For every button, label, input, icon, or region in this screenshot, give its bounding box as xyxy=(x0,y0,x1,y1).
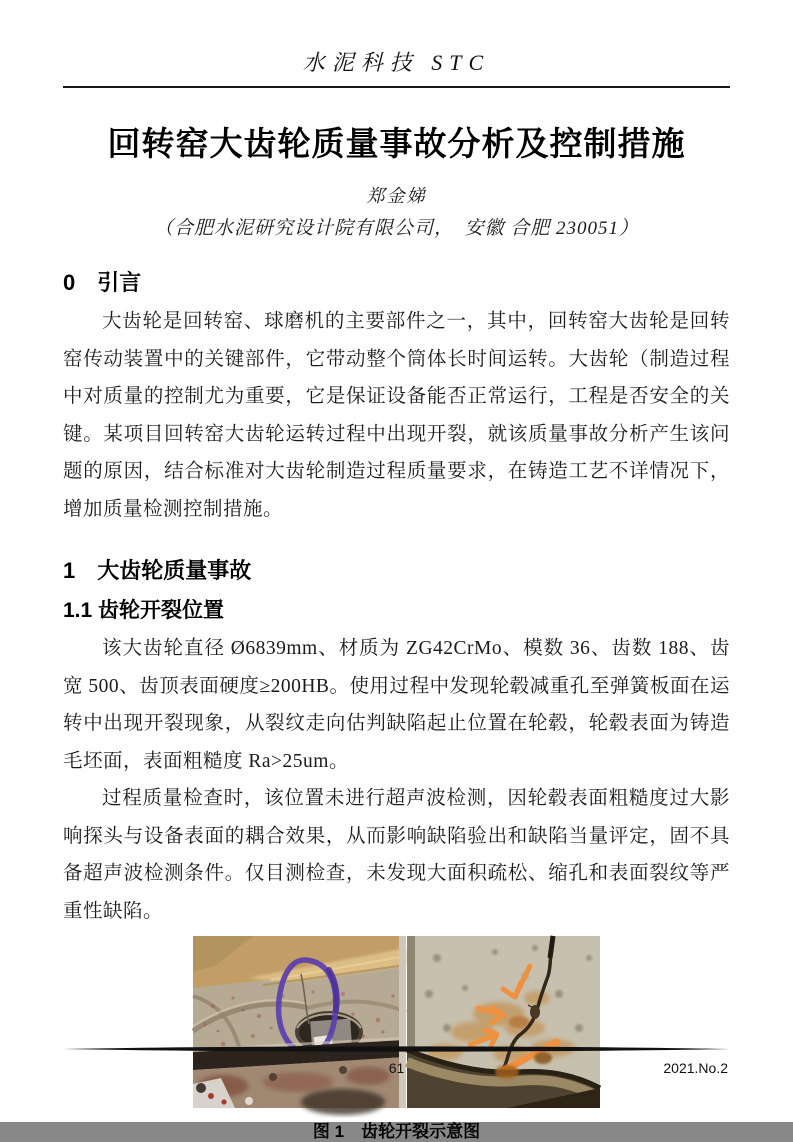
footer-row xyxy=(63,1060,730,1082)
debris-red xyxy=(221,1099,226,1104)
author-affiliation: （合肥水泥研究设计院有限公司， 安徽 合肥 230051） xyxy=(153,218,639,239)
journal-header: 水泥科技 STC xyxy=(302,50,491,75)
intro-paragraph: 大齿轮是回转窑、球磨机的主要部件之一，其中，回转窑大齿轮是回转窑传动装置中的关键部件，它带动整个筒体长时间运转。大齿轮（制造过程中对质量的控制尤为重要，它是保证设备能否正常运行，工程是否安全的关键。某项目回转窑大齿轮运转过程中出现开裂，就该质量事故分析产生该问题的原因，结合标准对大齿轮制造过程质量要求，在铸造工艺不详情况下，增加质量检测控制措施。 xyxy=(63,311,730,520)
debris-red xyxy=(208,1093,214,1099)
dark-patch xyxy=(301,1089,385,1115)
crack-location-paragraph-1: 该大齿轮直径 Ø6839mm、材质为 ZG42CrMo、模数 36、齿数 188、齿宽 500、齿顶表面硬度≥200HB。使用过程中发现轮毂减重孔至弹簧板面在运转中出现开裂现象，从裂纹走向估判缺陷起止位置在轮毂，轮毂表面为铸造毛坯面，表面粗糙度 Ra>25um。 xyxy=(63,638,730,772)
photo-edge-strip xyxy=(399,936,406,1108)
photo-crack-with-arrows xyxy=(407,936,600,1108)
page-title: 回转窑大齿轮质量事故分析及控制措施 xyxy=(107,125,686,162)
issue-label: 2021.No.2 xyxy=(663,1060,728,1076)
header-rule xyxy=(63,86,730,88)
page-footer xyxy=(63,1040,730,1082)
section-heading-gear-accident: 1 大齿轮质量事故 xyxy=(63,558,252,583)
debris-dark xyxy=(196,1083,206,1093)
rust-at-crack xyxy=(509,1016,529,1028)
page-number: 61 xyxy=(388,1060,405,1076)
section-heading-crack-location: 1.1 齿轮开裂位置 xyxy=(63,599,225,622)
figure-caption: 图 1 齿轮开裂示意图 xyxy=(312,1122,481,1141)
figure-photos xyxy=(63,936,730,1108)
figure-1 xyxy=(63,936,730,1142)
photo-gear-hub-circled-crack xyxy=(193,936,406,1108)
section-heading-intro: 0 引言 xyxy=(63,270,142,295)
crack-location-paragraph-2: 过程质量检查时，该位置未进行超声波检测，因轮毂表面粗糙度过大影响探头与设备表面的耦合效果，从而影响缺陷验出和缺陷当量评定，固不具备超声波检测条件。仅目测检查，未发现大面积疏松、缩孔和表面裂纹等严重性缺陷。 xyxy=(63,788,730,922)
debris-glint xyxy=(245,1097,253,1105)
footer-rule xyxy=(63,1045,730,1053)
author-name: 郑金娣 xyxy=(366,186,427,206)
